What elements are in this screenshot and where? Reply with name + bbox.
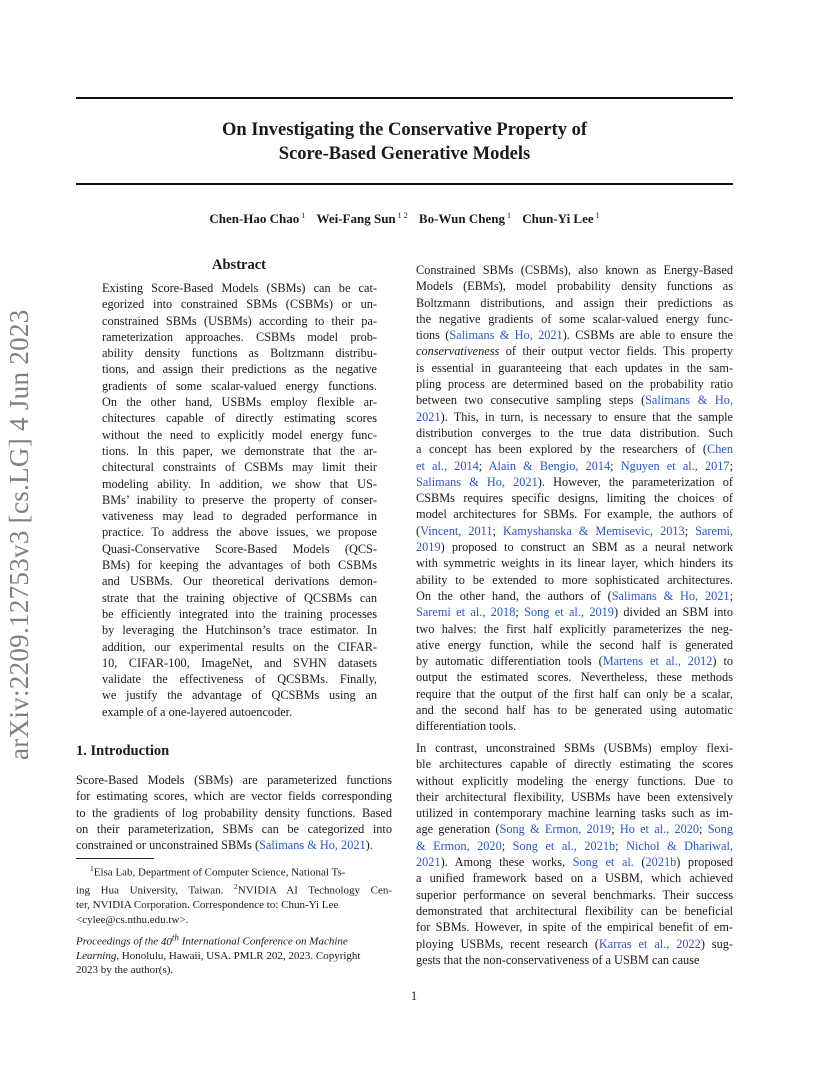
citation-link[interactable]: 2021b	[645, 855, 677, 870]
introduction-body	[76, 772, 392, 853]
abstract-line: On the other hand, USBMs employ flexible ar-	[102, 395, 377, 410]
text-line: by automatic differentiation tools (Martens et al., 2012) to	[416, 654, 734, 669]
text-line: 2019) proposed to construct an SBM as a neural network	[416, 540, 733, 555]
citation-link[interactable]: Vincent, 2011	[420, 523, 493, 538]
text-line: Constrained SBMs (CSBMs), also known as Energy-Based	[416, 263, 733, 277]
title-bottom-rule	[76, 183, 733, 185]
citation-link[interactable]: Nguyen et al., 2017	[620, 458, 730, 473]
text-line: is essential in guaranteeing that each updates in the sam-	[416, 360, 733, 375]
abstract-line: rameterization approaches. CSBMs model prob-	[102, 329, 377, 344]
text-line: age generation (Song & Ermon, 2019; Ho et al., 2020; Song	[416, 822, 733, 837]
abstract-line: chitectures capable of directly estimating scores	[102, 411, 377, 426]
abstract-line: validate the effectiveness of QCSBMs. Finally,	[102, 672, 377, 687]
citation-link[interactable]: & Ermon, 2020	[416, 838, 502, 853]
text-line: On the other hand, the authors of (Salimans & Ho, 2021;	[416, 588, 733, 603]
citation-link[interactable]: Chen	[707, 442, 733, 457]
abstract-line: tions. In this paper, we demonstrate that the ar-	[102, 443, 377, 458]
text-line: between two consecutive sampling steps (Salimans & Ho,	[416, 393, 733, 408]
text-line: gests that the non-conservativeness of a USBM can cause	[416, 952, 700, 967]
citation-link[interactable]: Saremi,	[695, 523, 733, 538]
text-line: conservativeness of their output vector fields. This property	[416, 344, 733, 359]
text-line: In contrast, unconstrained SBMs (USBMs) employ flexi-	[416, 741, 733, 755]
text-line: Models (EBMs), model probability density functions as	[416, 279, 733, 294]
abstract-line: example of a one-layered autoencoder.	[102, 704, 293, 719]
author: Wei-Fang Sun $^{1 2}$	[316, 211, 408, 227]
citation-link[interactable]: Salimans & Ho, 2021	[259, 838, 366, 853]
arxiv-watermark: arXiv:2209.12753v3 [cs.LG] 4 Jun 2023	[4, 309, 34, 760]
abstract-line: 10, CIFAR-100, ImageNet, and SVHN datasets	[102, 655, 377, 670]
text-line: the negative gradients of some scalar-valued energy func-	[416, 311, 733, 326]
citation-link[interactable]: Martens et al., 2012	[602, 654, 713, 669]
title-line-1: On Investigating the Conservative Property of	[222, 120, 587, 140]
text-line: require that the output of the first half can only be a scalar,	[416, 686, 733, 701]
abstract-heading: Abstract	[212, 257, 266, 273]
right-column-paragraph-1	[416, 262, 733, 735]
text-line: to the gradients of log probability density functions. Based	[76, 805, 392, 820]
citation-link[interactable]: et al., 2014	[416, 458, 479, 473]
title-top-rule	[76, 97, 733, 99]
text-line: demonstrated that architectural flexibility can be beneficial	[416, 903, 733, 918]
text-line: Salimans & Ho, 2021). However, the parameterization of	[416, 474, 734, 489]
section-heading-introduction: 1. Introduction	[76, 743, 170, 759]
paper-title	[76, 118, 733, 166]
text-line: a concept has been explored by the researchers of (Chen	[416, 442, 733, 457]
proceedings-note: Proceedings of the 40th International Conference on Machine Learning, Honolulu, Hawaii, USA. PMLR 202, 2023. Copyright 2023 by the author(s).	[76, 932, 361, 977]
abstract-body	[102, 280, 377, 720]
text-line: Score-Based Models (SBMs) are parameterized functions	[76, 773, 392, 787]
citation-link[interactable]: 2019	[416, 540, 441, 555]
abstract-line: BMs’ inability to preserve the property of conser-	[102, 492, 377, 507]
citation-link[interactable]: 2021	[416, 409, 441, 424]
citation-link[interactable]: Karras et al., 2022	[598, 936, 701, 951]
affiliation-footnote: $^1$Elsa Lab, Department of Computer Science, National Ts- ing Hua University, Taiwan. $^2$NVIDIA AI Technology Cen- ter, NVIDIA Corporation. Correspondence to: Chun-Yi Lee <cylee@cs.nthu.edu.tw>.	[76, 864, 393, 926]
citation-link[interactable]: 2021	[416, 855, 441, 870]
citation-link[interactable]: Salimans & Ho, 2021	[611, 588, 730, 603]
text-line: a unified framework based on a USBM, which achieved	[416, 871, 733, 886]
text-line: ability to be extended to more sophisticated architectures.	[416, 572, 733, 587]
text-line: et al., 2014; Alain & Bengio, 2014; Nguyen et al., 2017;	[416, 458, 733, 473]
abstract-line: BMs) for keeping the advantages of both CSBMs	[102, 558, 377, 573]
text-line: without explicitly modeling the energy functions. Due to	[416, 773, 733, 788]
abstract-line: vativeness may lead to degraded performance in	[102, 509, 377, 524]
text-line: constrained or unconstrained SBMs (Salimans & Ho, 2021).	[76, 838, 373, 853]
abstract-line: by leveraging the Hutchinson’s trace estimator. In	[102, 623, 377, 638]
text-line: Boltzmann distributions, and assign their predictions as	[416, 295, 733, 310]
text-line: two halves: the first half explicitly parameterizes the neg-	[416, 621, 733, 636]
text-line: on their parameterization, SBMs can be categorized into	[76, 821, 392, 836]
text-line: CSBMs requires specific designs, limiting the choices of	[416, 491, 733, 506]
citation-link[interactable]: Song	[707, 822, 733, 837]
abstract-line: chitectural constraints of CSBMs may limit their	[102, 460, 377, 475]
abstract-line: gradients of some scalar-valued energy functions.	[102, 378, 377, 393]
citation-link[interactable]: Song et al.	[572, 855, 634, 870]
text-line: utilized in contemporary machine learning tasks such as im-	[416, 806, 733, 821]
citation-link[interactable]: Song & Ermon, 2019	[499, 822, 612, 837]
citation-link[interactable]: Alain & Bengio, 2014	[488, 458, 611, 473]
citation-link[interactable]: Saremi et al., 2018	[416, 605, 516, 620]
page-number: 1	[410, 989, 418, 1003]
abstract-line: tions, and assign their predictions as the negative	[102, 362, 377, 377]
citation-link[interactable]: Ho et al., 2020	[619, 822, 700, 837]
abstract-line: constrained SBMs (USBMs) according to their pa-	[102, 313, 377, 328]
text-line: tions (Salimans & Ho, 2021). CSBMs are able to ensure the	[416, 328, 733, 343]
footnote-rule	[76, 858, 154, 859]
citation-link[interactable]: Salimans & Ho, 2021	[449, 328, 563, 343]
author-list	[76, 211, 733, 227]
text-line: and the second half has to be generated using automatic	[416, 703, 733, 718]
text-line: their architectural flexibility, USBMs have been extensively	[416, 789, 733, 804]
abstract-line: practice. To address the above issues, we propose	[102, 525, 377, 540]
text-line: pling process are determined based on the probability ratio	[416, 377, 733, 392]
text-line: 2021). This, in turn, is necessary to ensure that the sample	[416, 409, 733, 424]
abstract-line: without the need to explicitly model energy func-	[102, 427, 377, 442]
abstract-line: ability density functions as Boltzmann distribu-	[102, 346, 377, 361]
text-line: distribution converges to the true data distribution. Such	[416, 425, 733, 440]
author: Chun-Yi Lee $^1$	[522, 211, 600, 227]
citation-link[interactable]: Kamyshanska & Memisevic, 2013	[502, 523, 685, 538]
citation-link[interactable]: Nichol & Dhariwal,	[626, 838, 733, 853]
text-line: superior performance on several benchmarks. Their success	[416, 887, 733, 902]
abstract-line: strate that the training objective of QCSBMs can	[102, 590, 377, 605]
text-line: for estimating scores, which are vector fields corresponding	[76, 789, 392, 804]
abstract-line: addition, our experimental results on the CIFAR-	[102, 639, 377, 654]
text-line: Saremi et al., 2018; Song et al., 2019) divided an SBM into	[416, 605, 733, 620]
abstract-line: we justify the advantage of QCSBMs using an	[102, 688, 377, 703]
citation-link[interactable]: Salimans & Ho, 2021	[416, 474, 538, 489]
author: Chen-Hao Chao $^1$	[209, 211, 306, 227]
abstract-line: modeling ability. In addition, we show that US-	[102, 476, 377, 491]
citation-link[interactable]: Song et al., 2021b	[512, 838, 616, 853]
text-line: differentiation tools.	[416, 719, 517, 734]
text-line: ble architectures capable of directly estimating the scores	[416, 757, 733, 772]
abstract-line: egorized into constrained SBMs (CSBMs) or un-	[102, 297, 377, 312]
right-column-paragraph-2	[416, 740, 733, 968]
abstract-line: Quasi-Conservative Score-Based Models (QCS-	[102, 541, 377, 556]
abstract-line: be efficiently integrated into the training processes	[102, 606, 377, 621]
text-line: ploying USBMs, recent research (Karras et al., 2022) sug-	[416, 936, 733, 951]
citation-link[interactable]: Salimans & Ho,	[645, 393, 733, 408]
text-line: with symmetric weights in its linear layer, which hinders its	[416, 556, 733, 571]
abstract-line: and USBMs. Our theoretical derivations demon-	[102, 574, 377, 589]
text-line: output the estimated scores. Nevertheless, these methods	[416, 670, 733, 685]
author: Bo-Wun Cheng $^1$	[418, 211, 511, 227]
abstract-line: Existing Score-Based Models (SBMs) can be cat-	[102, 281, 377, 295]
text-line: (Vincent, 2011; Kamyshanska & Memisevic, 2013; Saremi,	[416, 523, 733, 538]
text-line: ative energy function, while the second half is generated	[416, 637, 733, 652]
text-line: 2021). Among these works, Song et al. (2021b) proposed	[416, 855, 734, 870]
text-line: for SBMs. However, in spite of the empirical benefit of em-	[416, 920, 733, 935]
title-line-2: Score-Based Generative Models	[278, 144, 531, 164]
text-line: & Ermon, 2020; Song et al., 2021b; Nichol & Dhariwal,	[416, 838, 733, 853]
text-line: model architectures for SBMs. For example, the authors of	[416, 507, 733, 522]
citation-link[interactable]: Song et al., 2019	[524, 605, 614, 620]
